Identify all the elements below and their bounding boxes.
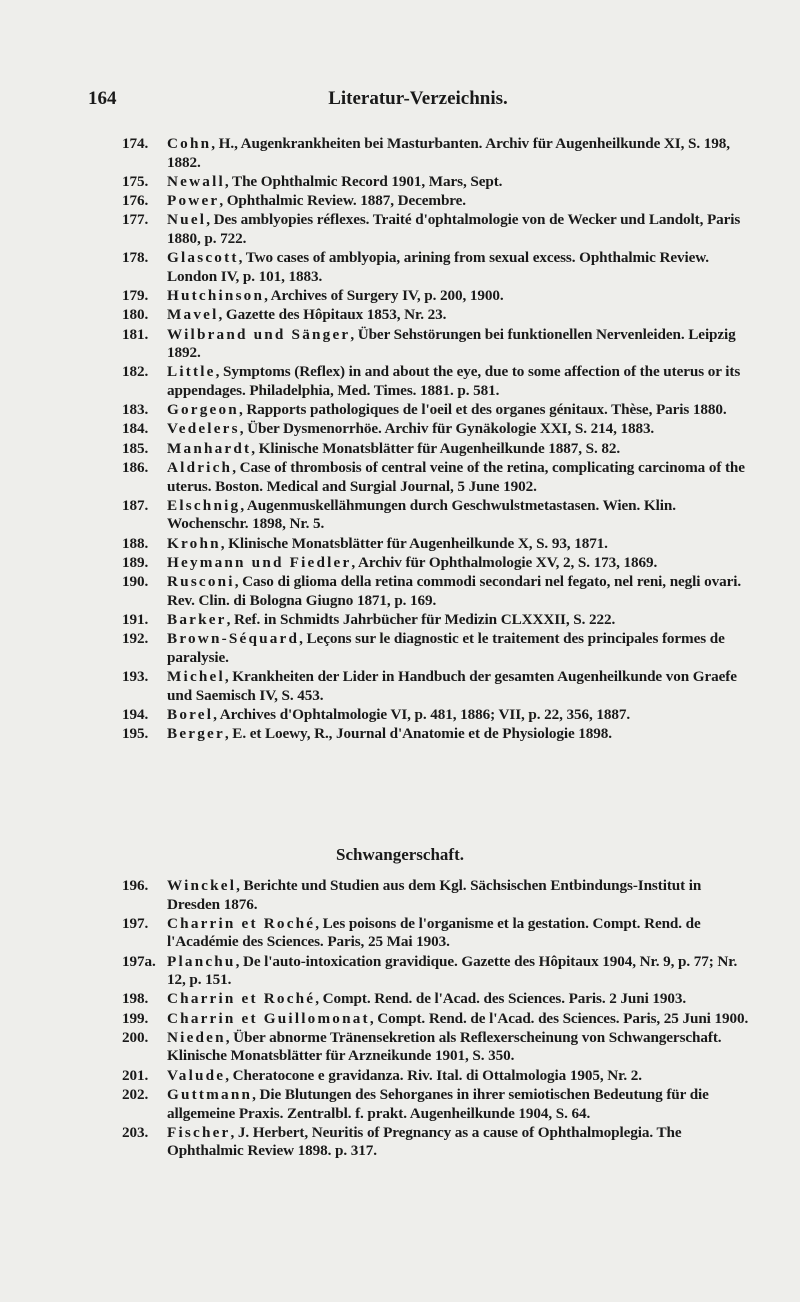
entry-body bbox=[167, 915, 701, 951]
bibliography-entry bbox=[122, 135, 752, 172]
bibliography-entry bbox=[122, 668, 752, 705]
entry-number: 188. bbox=[122, 534, 149, 552]
entry-citation: , Compt. Rend. de l'Acad. des Sciences. Paris. 2 Juni 1903. bbox=[315, 990, 687, 1008]
page-header bbox=[88, 88, 748, 114]
entry-author: Fischer bbox=[167, 1123, 231, 1141]
bibliography-entry bbox=[122, 1124, 752, 1161]
entry-body bbox=[167, 554, 657, 571]
entry-number: 190. bbox=[122, 573, 149, 591]
entry-author: Hutchinson bbox=[167, 286, 265, 304]
entry-body bbox=[167, 440, 620, 457]
bibliography-list-general bbox=[122, 135, 752, 745]
entry-author: Vedelers bbox=[167, 420, 240, 438]
entry-author: Brown-Séquard bbox=[167, 630, 300, 648]
entry-author: Planchu bbox=[167, 952, 236, 970]
entry-author: Valude bbox=[167, 1066, 226, 1084]
bibliography-entry bbox=[122, 953, 752, 990]
entry-number: 178. bbox=[122, 249, 149, 267]
entry-body bbox=[167, 725, 612, 742]
entry-citation: , Krankheiten der Lider in Handbuch der gesamten Augenheilkunde von Graefe und Saemisch IV, S. 453. bbox=[167, 668, 737, 704]
entry-citation: , Ophthalmic Review. 1887, Decembre. bbox=[219, 192, 467, 210]
entry-body bbox=[167, 287, 504, 304]
entry-author: Little bbox=[167, 363, 216, 381]
entry-author: Mavel bbox=[167, 306, 219, 324]
entry-body bbox=[167, 573, 741, 609]
bibliography-entry bbox=[122, 1067, 752, 1086]
bibliography-entry bbox=[122, 1086, 752, 1123]
entry-body bbox=[167, 1124, 681, 1160]
section-heading: Schwangerschaft. bbox=[336, 845, 464, 864]
entry-body bbox=[167, 668, 737, 704]
entry-citation: , De l'auto-intoxication gravidique. Gazette des Hôpitaux 1904, Nr. 9, p. 77; Nr. 12, p. 151. bbox=[167, 952, 738, 989]
entry-author: Cohn bbox=[167, 135, 212, 152]
running-title: Literatur-Verzeichnis. bbox=[328, 88, 508, 109]
entry-author: Charrin et Guillomonat bbox=[167, 1009, 370, 1027]
entry-number: 193. bbox=[122, 668, 149, 686]
entry-author: Charrin et Roché bbox=[167, 990, 316, 1008]
bibliography-entry bbox=[122, 306, 752, 325]
entry-body bbox=[167, 420, 654, 437]
entry-citation: , Compt. Rend. de l'Acad. des Sciences. Paris, 25 Juni 1900. bbox=[369, 1009, 749, 1027]
entry-citation: , Leçons sur le diagnostic et le traitement des principales formes de paralysie. bbox=[167, 630, 725, 666]
entry-citation: , Two cases of amblyopia, arining from sexual excess. Ophthalmic Review. London IV, p. 101, 1883. bbox=[167, 249, 709, 285]
entry-author: Aldrich bbox=[167, 459, 233, 477]
bibliography-entry bbox=[122, 1010, 752, 1029]
entry-number: 189. bbox=[122, 553, 149, 571]
bibliography-entry bbox=[122, 173, 752, 192]
entry-body bbox=[167, 249, 709, 285]
entry-number: 180. bbox=[122, 306, 149, 324]
entry-author: Power bbox=[167, 192, 220, 210]
entry-author: Borel bbox=[167, 705, 214, 723]
bibliography-entry bbox=[122, 877, 752, 914]
bibliography-entry bbox=[122, 287, 752, 306]
entry-body bbox=[167, 497, 676, 533]
entry-author: Manhardt bbox=[167, 439, 252, 457]
entry-number: 201. bbox=[122, 1066, 149, 1084]
entry-citation: , Archives of Surgery IV, p. 200, 1900. bbox=[264, 286, 504, 304]
bibliography-entry bbox=[122, 725, 752, 744]
bibliography-entry bbox=[122, 611, 752, 630]
entry-body bbox=[167, 611, 615, 628]
entry-citation: , Berichte und Studien aus dem Kgl. Sächsischen Entbindungs-Institut in Dresden 1876. bbox=[167, 877, 702, 913]
entry-body bbox=[167, 990, 686, 1007]
bibliography-entry bbox=[122, 401, 752, 420]
bibliography-entry bbox=[122, 630, 752, 667]
entry-author: Winckel bbox=[167, 877, 237, 894]
entry-number: 174. bbox=[122, 135, 149, 152]
entry-author: Barker bbox=[167, 611, 227, 629]
bibliography-entry bbox=[122, 326, 752, 363]
entry-number: 185. bbox=[122, 439, 149, 457]
entry-number: 198. bbox=[122, 990, 149, 1008]
bibliography-entry bbox=[122, 990, 752, 1009]
bibliography-entry bbox=[122, 459, 752, 496]
entry-citation: , Über abnorme Tränensekretion als Reflexerscheinung von Schwangerschaft. Klinische Monatsblätter für Arzneikunde 1901, S. 350. bbox=[167, 1028, 722, 1065]
entry-number: 197. bbox=[122, 914, 149, 932]
entry-number: 187. bbox=[122, 496, 149, 514]
entry-number: 179. bbox=[122, 286, 149, 304]
bibliography-entry bbox=[122, 363, 752, 400]
entry-citation: , H., Augenkrankheiten bei Masturbanten. Archiv für Augenheilkunde XI, S. 198, 1882. bbox=[167, 135, 730, 171]
entry-citation: , J. Herbert, Neuritis of Pregnancy as a cause of Ophthalmoplegia. The Ophthalmic Review 1898. p. 317. bbox=[167, 1123, 682, 1160]
entry-number: 196. bbox=[122, 877, 149, 894]
entry-author: Charrin et Roché bbox=[167, 914, 316, 932]
entry-number: 192. bbox=[122, 630, 149, 648]
entry-body bbox=[167, 953, 737, 989]
entry-author: Wilbrand und Sänger bbox=[167, 325, 351, 343]
entry-number: 203. bbox=[122, 1123, 149, 1141]
entry-body bbox=[167, 459, 745, 495]
entry-body bbox=[167, 1067, 642, 1084]
entry-citation: , Gazette des Hôpitaux 1853, Nr. 23. bbox=[218, 306, 447, 324]
entry-citation: , Caso di glioma della retina commodi secondari nel fegato, nel reni, negli ovari. Rev. Clin. di Bologna Giugno 1871, p. 169. bbox=[167, 573, 742, 609]
entry-citation: , Les poisons de l'organisme et la gestation. Compt. Rend. de l'Académie des Sciences. Paris, 25 Mai 1903. bbox=[167, 914, 701, 951]
entry-citation: , Ref. in Schmidts Jahrbücher für Medizin CLXXXII, S. 222. bbox=[226, 611, 616, 629]
entry-number: 176. bbox=[122, 192, 149, 210]
entry-citation: , Augenmuskellähmungen durch Geschwulstmetastasen. Wien. Klin. Wochenschr. 1898, Nr. 5. bbox=[167, 496, 676, 533]
bibliography-entry bbox=[122, 420, 752, 439]
entry-author: Nieden bbox=[167, 1028, 226, 1046]
bibliography-entry bbox=[122, 192, 752, 211]
bibliography-entry bbox=[122, 706, 752, 725]
entry-body bbox=[167, 192, 466, 209]
entry-citation: , Über Sehstörungen bei funktionellen Nervenleiden. Leipzig 1892. bbox=[167, 325, 736, 362]
entry-citation: , Klinische Monatsblätter für Augenheilkunde X, S. 93, 1871. bbox=[220, 534, 608, 552]
bibliography-entry bbox=[122, 915, 752, 952]
bibliography-entry bbox=[122, 497, 752, 534]
entry-body bbox=[167, 1010, 748, 1027]
entry-citation: , The Ophthalmic Record 1901, Mars, Sept. bbox=[224, 172, 503, 190]
entry-body bbox=[167, 135, 730, 171]
entry-citation: , Archives d'Ophtalmologie VI, p. 481, 1886; VII, p. 22, 356, 1887. bbox=[213, 705, 631, 723]
entry-body bbox=[167, 1086, 709, 1122]
entry-number: 195. bbox=[122, 725, 149, 743]
entry-citation: , Cheratocone e gravidanza. Riv. Ital. di Ottalmologia 1905, Nr. 2. bbox=[225, 1066, 642, 1084]
bibliography-entry bbox=[122, 1029, 752, 1066]
entry-body bbox=[167, 401, 727, 418]
bibliography-entry bbox=[122, 211, 752, 248]
entry-author: Glascott bbox=[167, 249, 239, 267]
entry-citation: , Archiv für Ophthalmologie XV, 2, S. 173, 1869. bbox=[351, 553, 658, 571]
entry-body bbox=[167, 173, 502, 190]
entry-body bbox=[167, 363, 740, 399]
entry-number: 191. bbox=[122, 611, 149, 629]
entry-body bbox=[167, 877, 701, 913]
entry-body bbox=[167, 706, 630, 723]
entry-number: 183. bbox=[122, 401, 149, 419]
entry-body bbox=[167, 326, 736, 362]
entry-citation: , Klinische Monatsblätter für Augenheilkunde 1887, S. 82. bbox=[251, 439, 621, 457]
entry-author: Heymann und Fiedler bbox=[167, 553, 352, 571]
bibliography-entry bbox=[122, 554, 752, 573]
entry-number: 197a. bbox=[122, 952, 156, 970]
entry-number: 200. bbox=[122, 1028, 149, 1046]
entry-author: Elschnig bbox=[167, 496, 241, 514]
page-number: 164 bbox=[88, 88, 117, 109]
entry-author: Krohn bbox=[167, 534, 221, 552]
entry-number: 186. bbox=[122, 459, 149, 477]
entry-number: 199. bbox=[122, 1009, 149, 1027]
bibliography-entry bbox=[122, 535, 752, 554]
entry-body bbox=[167, 1029, 721, 1065]
entry-citation: , Rapports pathologiques de l'oeil et des organes génitaux. Thèse, Paris 1880. bbox=[238, 401, 727, 419]
entry-body bbox=[167, 535, 608, 552]
entry-body bbox=[167, 630, 725, 666]
entry-citation: , Über Dysmenorrhöe. Archiv für Gynäkologie XXI, S. 214, 1883. bbox=[239, 420, 655, 438]
entry-author: Rusconi bbox=[167, 573, 235, 591]
entry-number: 177. bbox=[122, 211, 149, 229]
bibliography-entry bbox=[122, 573, 752, 610]
entry-author: Michel bbox=[167, 668, 225, 686]
entry-author: Nuel bbox=[167, 211, 207, 229]
entry-author: Newall bbox=[167, 172, 225, 190]
entry-author: Guttmann bbox=[167, 1086, 253, 1104]
entry-citation: , Case of thrombosis of central veine of the retina, complicating carcinoma of the uterus. Boston. Medical and Surgial Journal, 5 June 1902. bbox=[167, 459, 745, 495]
entry-number: 182. bbox=[122, 363, 149, 381]
bibliography-list-pregnancy bbox=[122, 877, 752, 1162]
entry-author: Gorgeon bbox=[167, 401, 239, 419]
entry-citation: , E. et Loewy, R., Journal d'Anatomie et de Physiologie 1898. bbox=[224, 725, 612, 743]
entry-number: 181. bbox=[122, 325, 149, 343]
entry-citation: , Symptoms (Reflex) in and about the eye, due to some affection of the uterus or its appendages. Philadelphia, Med. Times. 1881. p. 581. bbox=[167, 363, 741, 399]
entry-number: 184. bbox=[122, 420, 149, 438]
entry-author: Berger bbox=[167, 725, 225, 743]
bibliography-entry bbox=[122, 440, 752, 459]
entry-body bbox=[167, 306, 446, 323]
entry-number: 202. bbox=[122, 1086, 149, 1104]
entry-number: 175. bbox=[122, 172, 149, 190]
bibliography-entry bbox=[122, 249, 752, 286]
entry-number: 194. bbox=[122, 705, 149, 723]
entry-body bbox=[167, 211, 740, 247]
entry-citation: , Die Blutungen des Sehorganes in ihrer semiotischen Bedeutung für die allgemeine Praxis. Zentralbl. f. prakt. Augenheilkunde 1904, S. 64. bbox=[167, 1086, 709, 1122]
entry-citation: , Des amblyopies réflexes. Traité d'ophtalmologie von de Wecker und Landolt, Paris 1880, p. 722. bbox=[167, 211, 741, 247]
